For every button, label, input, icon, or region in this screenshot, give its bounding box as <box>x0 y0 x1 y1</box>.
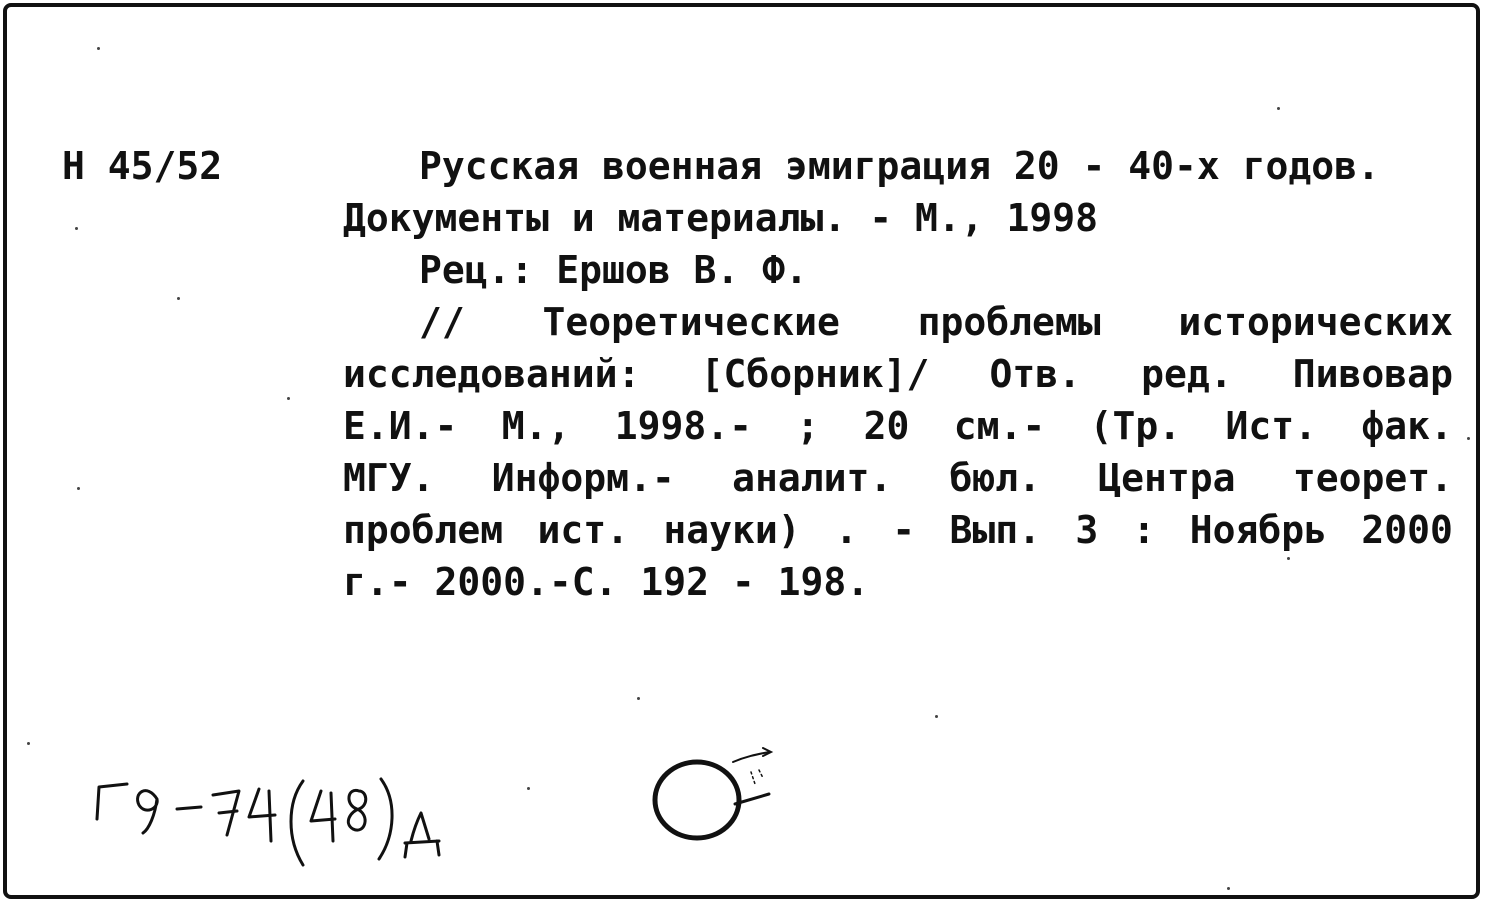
paper-speck <box>77 487 80 490</box>
paper-speck <box>97 47 100 50</box>
entry-word: Центра <box>1098 456 1236 500</box>
entry-line <box>343 400 1453 452</box>
entry-word: Пивовар <box>1292 352 1453 396</box>
entry-word: проблемы <box>917 300 1101 344</box>
entry-word: // <box>419 300 465 344</box>
paper-speck <box>1227 887 1230 890</box>
entry-word: проблем <box>343 508 504 552</box>
entry-word: исторических <box>1178 300 1453 344</box>
entry-word: Информ.- <box>491 456 675 500</box>
entry-word: науки) <box>663 508 801 552</box>
entry-word: ист. <box>537 508 630 552</box>
entry-word: Теоретические <box>542 300 840 344</box>
paper-speck <box>27 742 30 745</box>
entry-word: ; <box>796 404 820 448</box>
entry-word: исследований: <box>343 352 641 396</box>
entry-line: г.- 2000.-С. 192 - 198. <box>343 560 870 604</box>
entry-line: Рец.: Ершов В. Ф. <box>419 248 808 292</box>
entry-word: фак. <box>1361 404 1453 448</box>
entry-word: ред. <box>1141 352 1233 396</box>
paper-speck <box>527 787 530 790</box>
entry-word: 1998.- <box>614 404 753 448</box>
entry-word: [Сборник]/ <box>700 352 930 396</box>
entry-line: Документы и материалы. - М., 1998 <box>343 196 1098 240</box>
handwritten-shelf-code <box>89 769 469 879</box>
paper-speck <box>75 227 78 230</box>
entry-word: 20 <box>863 404 910 448</box>
entry-word: . <box>834 508 858 552</box>
entry-word: : <box>1132 508 1156 552</box>
entry-word: Вып. <box>949 508 1041 552</box>
entry-line <box>343 296 1453 348</box>
paper-speck <box>1277 107 1280 110</box>
entry-line <box>343 452 1453 504</box>
entry-line <box>343 504 1453 556</box>
entry-line: Русская военная эмиграция 20 - 40-х годов. <box>419 144 1380 188</box>
paper-speck <box>1467 437 1470 440</box>
paper-speck <box>637 697 640 700</box>
entry-word: Отв. <box>989 352 1081 396</box>
paper-speck <box>287 397 290 400</box>
paper-speck <box>177 297 180 300</box>
entry-word: (Тр. <box>1089 404 1182 448</box>
entry-word: аналит. <box>732 456 893 500</box>
entry-line <box>343 348 1453 400</box>
circle-stamp-icon <box>647 742 797 852</box>
entry-word: МГУ. <box>343 456 435 500</box>
entry-word: Ист. <box>1225 404 1318 448</box>
entry-word: Ноябрь <box>1189 508 1328 552</box>
paper-speck <box>935 715 938 718</box>
paper-speck <box>1287 557 1290 560</box>
entry-word: 3 <box>1075 508 1099 552</box>
entry-word: бюл. <box>949 456 1042 500</box>
bibliographic-entry <box>343 140 1453 608</box>
entry-word: теорет. <box>1292 456 1453 500</box>
catalog-card <box>3 3 1480 899</box>
entry-word: 2000 <box>1361 508 1453 552</box>
entry-word: Е.И.- <box>343 404 458 448</box>
entry-word: М., <box>501 404 571 448</box>
entry-word: - <box>892 508 916 552</box>
shelfmark: Н 45/52 <box>62 144 223 188</box>
entry-word: см.- <box>953 404 1046 448</box>
